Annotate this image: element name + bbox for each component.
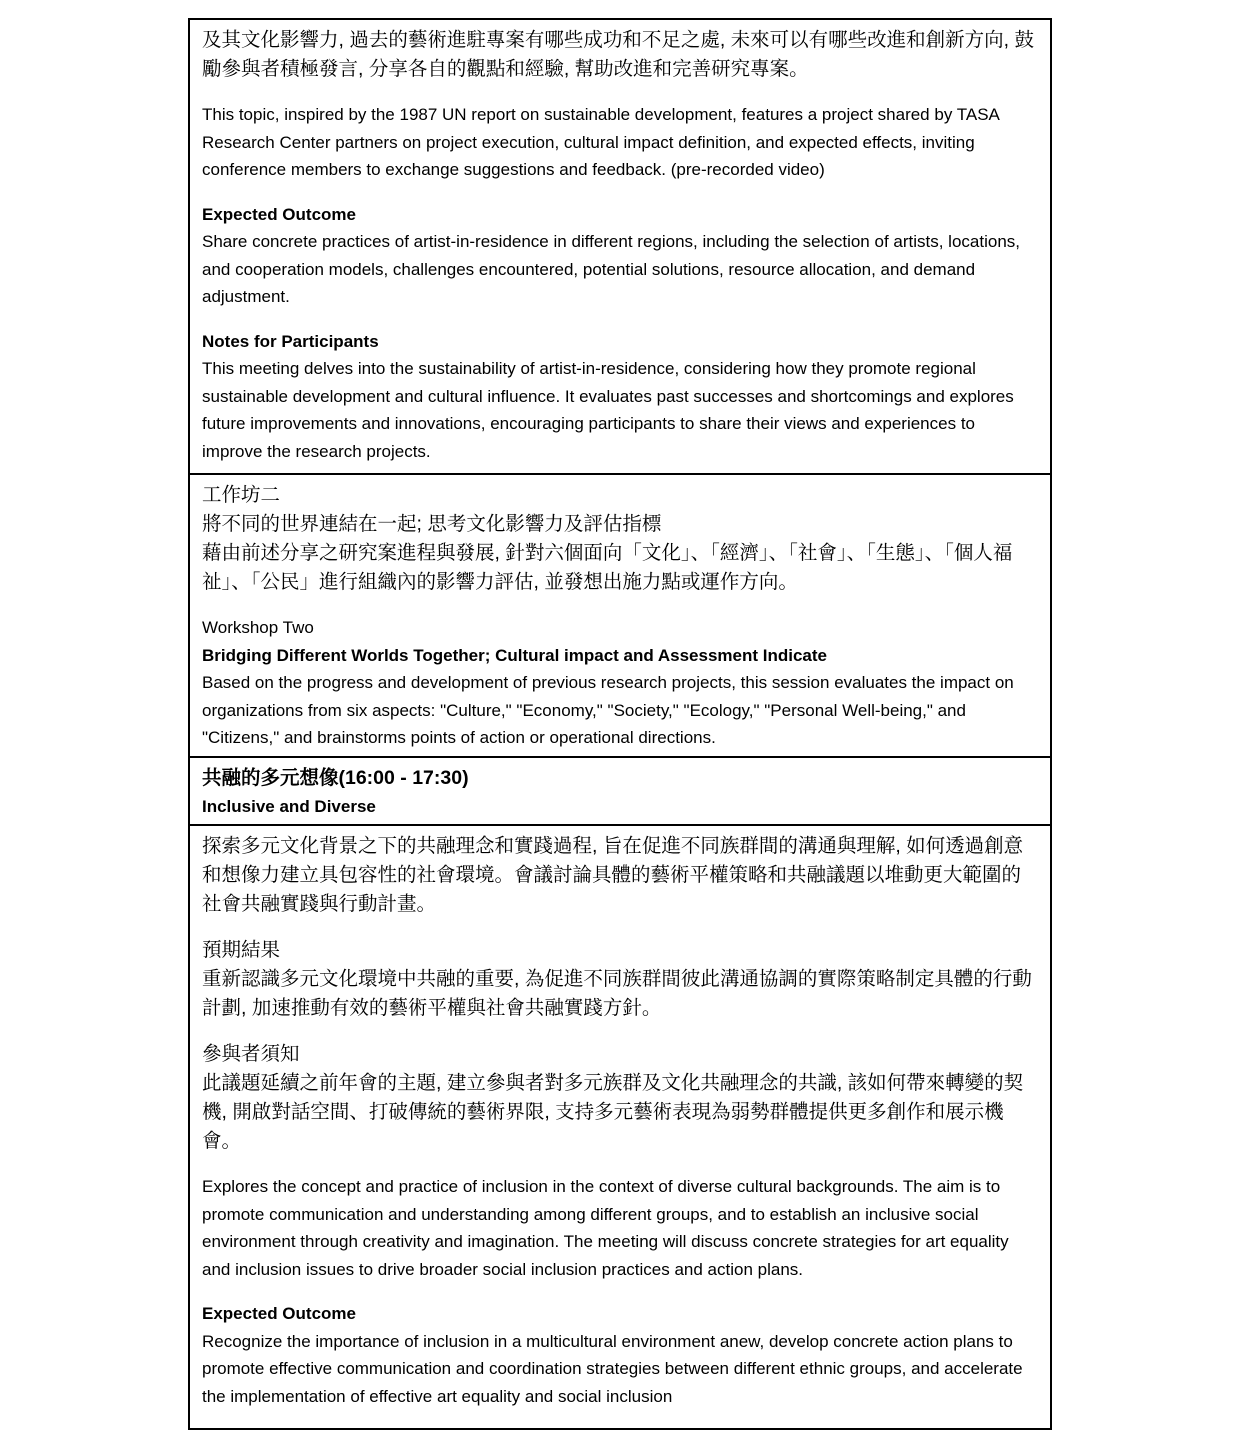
blank-line — [202, 1023, 1038, 1040]
paragraph-participant-notes-zh: 此議題延續之前年會的主題, 建立參與者對多元族群及文化共融理念的共識, 該如何帶來轉變的契機, 開啟對話空間、打破傳統的藝術界限, 支持多元藝術表現為弱勢群體提供更多創作和展示機會。 — [202, 1072, 1024, 1152]
paragraph-workshop-two-title-zh: 將不同的世界連結在一起; 思考文化影響力及評估指標 — [202, 513, 662, 535]
blank-line — [202, 1156, 1038, 1173]
heading-notes-for-participants: Notes for Participants — [202, 331, 379, 351]
heading-expected-outcome-en: Expected Outcome — [202, 1304, 356, 1323]
heading-workshop-two-title-en: Bridging Different Worlds Together; Cultural impact and Assessment Indicate — [202, 645, 827, 665]
blank-line — [202, 184, 1038, 201]
section-inclusive-and-diverse-header — [190, 756, 1050, 824]
paragraph-workshop-two-desc-en: Based on the progress and development of previous research projects, this session evaluates the impact on organizations from six aspects: "Culture," "Economy," "Society," "Ecology," "Personal Well-being," and "Citizens," and brainstorms points of action or operational directions. — [202, 673, 1014, 747]
blank-line — [202, 919, 1038, 936]
paragraph-workshop-two-desc-zh: 藉由前述分享之研究案進程與發展, 針對六個面向「文化」、「經濟」、「社會」、「生態」、「個人福祉」、「公民」進行組織內的影響力評估, 並發想出施力點或運作方向。 — [202, 542, 1013, 593]
heading-inclusive-en: Inclusive and Diverse — [202, 797, 376, 816]
section-inclusive-and-diverse-body — [190, 824, 1050, 1428]
document-table — [188, 18, 1052, 1430]
paragraph-en-topic: This topic, inspired by the 1987 UN report on sustainable development, features a project shared by TASA Research Center partners on project execution, cultural impact definition, and expected effects, inviting conference members to exchange suggestions and feedback. (pre-recorded video) — [202, 105, 999, 179]
blank-line — [202, 311, 1038, 328]
blank-line — [202, 84, 1038, 101]
paragraph-expected-outcome: Share concrete practices of artist-in-residence in different regions, including the selection of artists, locations, and cooperation models, challenges encountered, potential solutions, resource allocation, and demand adjustment. — [202, 232, 1020, 306]
heading-participant-notes-zh: 參與者須知 — [202, 1043, 300, 1065]
heading-expected-outcome-zh: 預期結果 — [202, 939, 281, 961]
paragraph-zh-continuation: 及其文化影響力, 過去的藝術進駐專案有哪些成功和不足之處, 未來可以有哪些改進和創新方向, 鼓勵參與者積極發言, 分享各自的觀點和經驗, 幫助改進和完善研究專案。 — [202, 29, 1035, 80]
section-workshop-two — [190, 473, 1050, 756]
heading-workshop-two-en: Workshop Two — [202, 618, 314, 637]
paragraph-inclusive-intro-en: Explores the concept and practice of inclusion in the context of diverse cultural backgrounds. The aim is to promote communication and understanding among different groups, and to establish an inclusive social environment through creativity and imagination. The meeting will discuss concrete strategies for art equality and inclusion issues to drive broader social inclusion practices and action plans. — [202, 1177, 1009, 1279]
paragraph-expected-outcome-en: Recognize the importance of inclusion in a multicultural environment anew, develop concrete action plans to promote effective communication and coordination strategies between different ethnic groups, and accelerate the implementation of effective art equality and social inclusion — [202, 1331, 1023, 1406]
paragraph-inclusive-intro-zh: 探索多元文化背景之下的共融理念和實踐過程, 旨在促進不同族群間的溝通與理解, 如何透過創意和想像力建立具包容性的社會環境。會議討論具體的藝術平權策略和共融議題以堆動更大範圍的社會共融實踐與行動計畫。 — [202, 835, 1024, 915]
heading-expected-outcome: Expected Outcome — [202, 204, 356, 224]
blank-line — [202, 597, 1038, 614]
section-artist-in-residence-continued — [190, 20, 1050, 473]
heading-workshop-two-zh: 工作坊二 — [202, 484, 281, 506]
blank-line — [202, 1283, 1038, 1300]
heading-inclusive-zh: 共融的多元想像(16:00 - 17:30) — [202, 767, 469, 789]
paragraph-expected-outcome-zh: 重新認識多元文化環境中共融的重要, 為促進不同族群間彼此溝通協調的實際策略制定具體的行動計劃, 加速推動有效的藝術平權與社會共融實踐方針。 — [202, 968, 1032, 1019]
paragraph-notes-for-participants: This meeting delves into the sustainability of artist-in-residence, considering how they promote regional sustainable development and cultural influence. It evaluates past successes and shortcomings and explores future improvements and innovations, encouraging participants to share their views and experiences to improve the research projects. — [202, 359, 1014, 461]
